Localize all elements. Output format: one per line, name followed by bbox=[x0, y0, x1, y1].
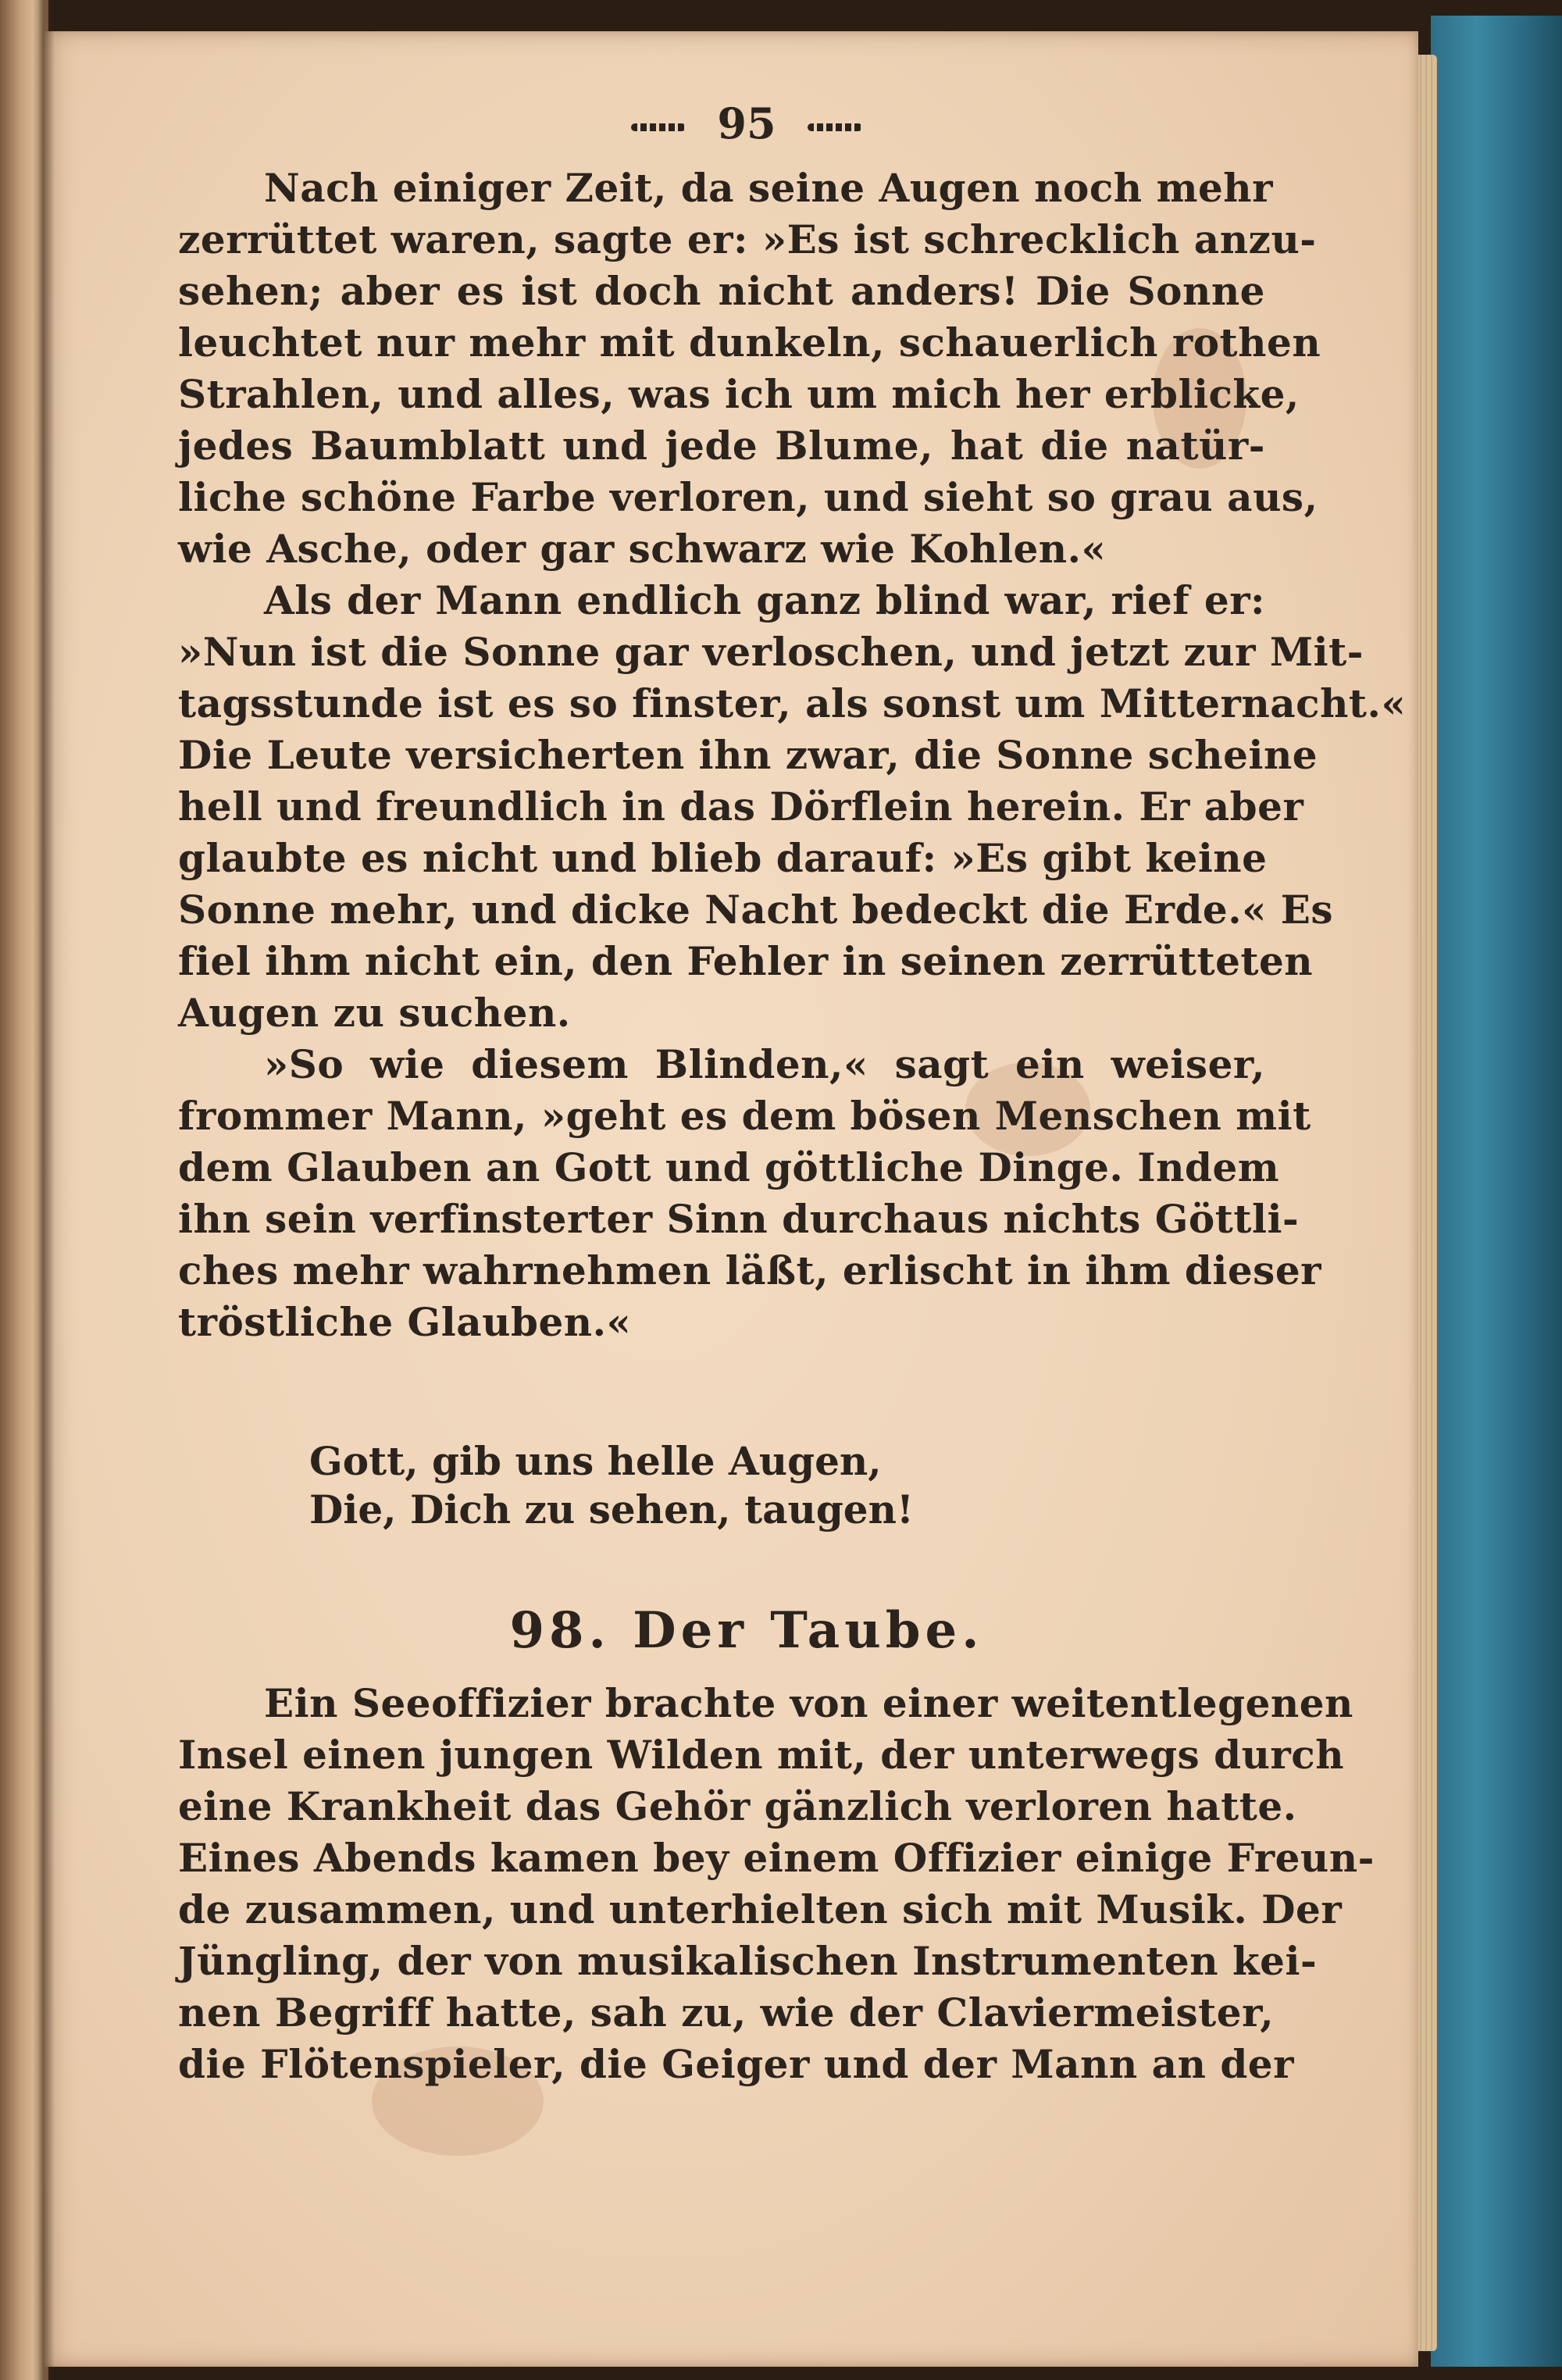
verse-line-2: Die, Dich zu sehen, taugen! bbox=[309, 1486, 914, 1533]
paragraph-3 bbox=[178, 1039, 1321, 1348]
verse-line-1: Gott, gib uns helle Augen, bbox=[309, 1438, 882, 1484]
text-line: Als der Mann endlich ganz blind war, rief er: bbox=[264, 577, 1265, 623]
text-line: eine Krankheit das Gehör gänzlich verloren hatte. bbox=[178, 1783, 1297, 1829]
text-line: »So wie diesem Blinden,« sagt ein weiser, bbox=[264, 1041, 1265, 1087]
paragraph-4 bbox=[178, 1678, 1375, 2090]
text-line: de zusammen, und unterhielten sich mit Musik. Der bbox=[178, 1886, 1343, 1932]
text-line: leuchtet nur mehr mit dunkeln, schauerlich rothen bbox=[178, 319, 1321, 366]
text-line: wie Asche, oder gar schwarz wie Kohlen.« bbox=[178, 526, 1107, 572]
text-line: ches mehr wahrnehmen läßt, erlischt in ihm dieser bbox=[178, 1247, 1321, 1293]
text-line: hell und freundlich in das Dörflein herein. Er aber bbox=[178, 783, 1304, 830]
text-line: Strahlen, und alles, was ich um mich her erblicke, bbox=[178, 371, 1300, 417]
book-page bbox=[44, 31, 1418, 2367]
blue-book-cover bbox=[1431, 16, 1562, 2367]
paragraph-2 bbox=[178, 575, 1407, 1039]
text-line: fiel ihm nicht ein, den Fehler in seinen zerrütteten bbox=[178, 938, 1314, 984]
text-line: Die Leute versicherten ihn zwar, die Sonne scheine bbox=[178, 732, 1318, 778]
text-line: Ein Seeoffizier brachte von einer weitentlegenen bbox=[264, 1680, 1353, 1726]
book-gutter-shadow bbox=[33, 0, 55, 2380]
ornament-right bbox=[808, 123, 862, 131]
text-line: dem Glauben an Gott und göttliche Dinge. Indem bbox=[178, 1144, 1280, 1190]
text-line: Sonne mehr, und dicke Nacht bedeckt die Erde.« Es bbox=[178, 887, 1334, 933]
text-line: Nach einiger Zeit, da seine Augen noch mehr bbox=[264, 165, 1273, 211]
paragraph-1 bbox=[178, 162, 1321, 575]
text-line: sehen; aber es ist doch nicht anders! Die Sonne bbox=[178, 268, 1265, 314]
text-line: glaubte es nicht und blieb darauf: »Es gibt keine bbox=[178, 835, 1268, 881]
ornament-left bbox=[631, 123, 686, 131]
text-line: Insel einen jungen Wilden mit, der unterwegs durch bbox=[178, 1732, 1345, 1778]
text-line: Jüngling, der von musikalischen Instrumenten kei- bbox=[178, 1938, 1318, 1984]
page-number: 95 bbox=[44, 98, 1450, 148]
verse bbox=[309, 1437, 1012, 1534]
text-line: ihn sein verfinsterter Sinn durchaus nichts Göttli- bbox=[178, 1196, 1300, 1242]
section-heading: 98. Der Taube. bbox=[509, 1601, 984, 1660]
text-line: zerrüttet waren, sagte er: »Es ist schrecklich anzu- bbox=[178, 216, 1317, 262]
text-line: Augen zu suchen. bbox=[178, 990, 571, 1036]
text-line: die Flötenspieler, die Geiger und der Mann an der bbox=[178, 2041, 1294, 2087]
text-line: »Nun ist die Sonne gar verloschen, und jetzt zur Mit- bbox=[178, 629, 1364, 675]
text-line: tagsstunde ist es so finster, als sonst um Mitternacht.« bbox=[178, 680, 1407, 726]
text-line: jedes Baumblatt und jede Blume, hat die natür- bbox=[178, 423, 1265, 469]
text-line: tröstliche Glauben.« bbox=[178, 1299, 632, 1345]
text-line: liche schöne Farbe verloren, und sieht so grau aus, bbox=[178, 474, 1318, 520]
text-line: frommer Mann, »geht es dem bösen Menschen mit bbox=[178, 1093, 1311, 1139]
text-line: nen Begriff hatte, sah zu, wie der Claviermeister, bbox=[178, 1989, 1275, 2036]
text-line: Eines Abends kamen bey einem Offizier einige Freun- bbox=[178, 1835, 1375, 1881]
